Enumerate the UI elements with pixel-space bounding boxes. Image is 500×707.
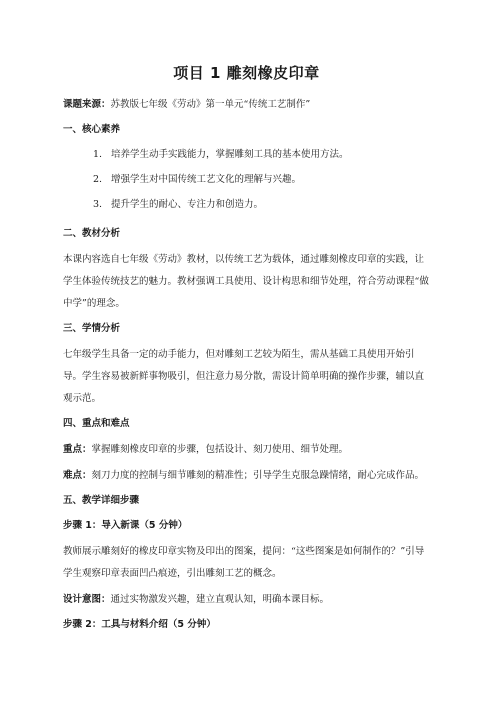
document-title: 项目 1 雕刻橡皮印章 [173,64,320,82]
textbook-analysis-paragraph: 本课内容选自七年级《劳动》教材，以传统工艺为载体，通过雕刻橡皮印章的实践，让学生体验传统技艺的魅力。教材强调工具使用、设计构思和细节处理，符合劳动课程“做中学”的理念。 [63,254,429,309]
section-heading-key-points: 四、重点和难点 [63,418,130,429]
difficulty-label: 难点： [63,470,92,481]
key-point-paragraph [63,439,430,461]
list-item: 3. 提升学生的耐心、专注力和创造力。 [93,199,264,210]
student-analysis-paragraph: 七年级学生具备一定的动手能力，但对雕刻工艺较为陌生，需从基础工具使用开始引导。学生容易被新鲜事物吸引，但注意力易分散，需设计简单明确的操作步骤，辅以直观示范。 [63,349,425,404]
core-literacy-list [63,145,430,214]
course-source-text: 苏教版七年级《劳动》第一单元“传统工艺制作” [110,99,311,110]
section-heading-core-literacy: 一、核心素养 [63,124,121,135]
section-heading-teaching-steps: 五、教学详细步骤 [63,495,140,506]
section-heading-student-analysis: 三、学情分析 [63,323,121,334]
difficulty-text: 刻刀力度的控制与细节雕刻的精准性；引导学生克服急躁情绪，耐心完成作品。 [91,470,425,481]
design-intent-text: 通过实物激发兴趣，建立直观认知，明确本课目标。 [110,594,330,605]
step1-heading: 步骤 1：导入新课（5 分钟） [63,520,188,531]
section-heading-textbook-analysis: 二、教材分析 [63,228,121,239]
step2-heading: 步骤 2：工具与材料介绍（5 分钟） [63,619,216,630]
step1-paragraph: 教师展示雕刻好的橡皮印章实物及印出的图案，提问：“这些图案是如何制作的？”引导学生观察印章表面凹凸痕迹，引出雕刻工艺的概念。 [63,546,425,579]
course-source [63,95,430,114]
list-item: 1. 培养学生动手实践能力，掌握雕刻工具的基本使用方法。 [93,149,349,160]
design-intent-paragraph [63,589,430,611]
difficulty-paragraph [63,465,430,487]
key-point-text: 掌握雕刻橡皮印章的步骤，包括设计、刻刀使用、细节处理。 [91,444,349,455]
design-intent-label: 设计意图： [63,594,111,605]
key-point-label: 重点： [63,444,92,455]
list-item: 2. 增强学生对中国传统工艺文化的理解与兴趣。 [93,174,302,185]
course-source-label: 课题来源： [63,99,111,110]
